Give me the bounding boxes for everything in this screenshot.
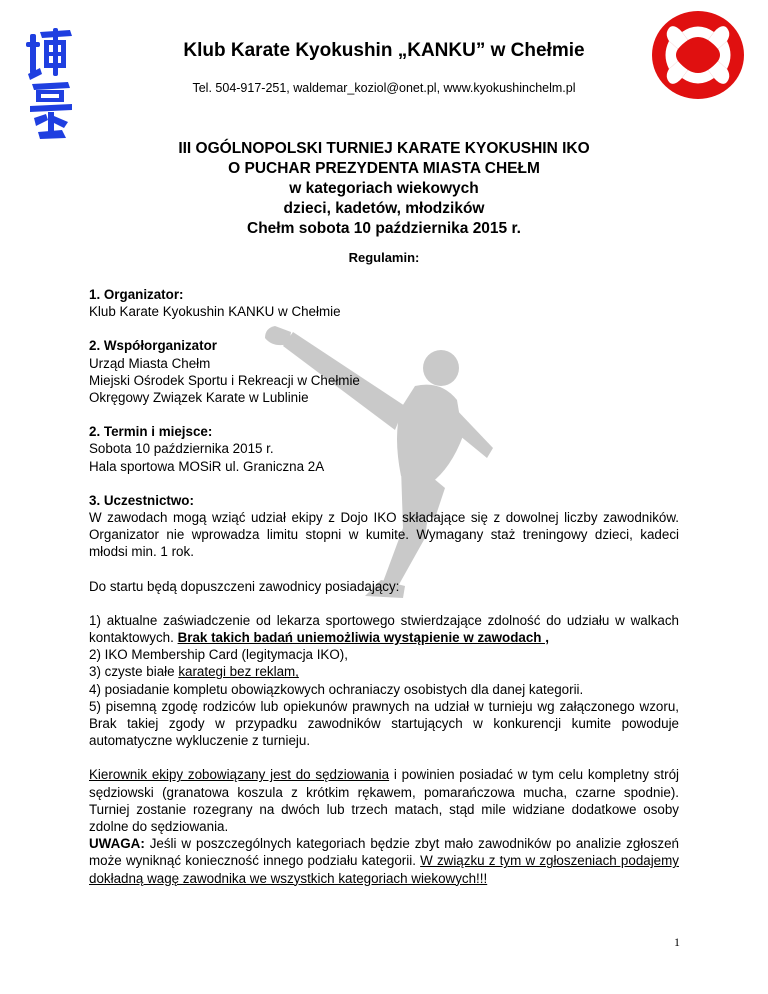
tournament-title [0,139,768,239]
item3-prefix: 3) czyste białe [89,664,175,680]
admission-intro-text: Do startu będą dopuszczeni zawodnicy posiadający: [89,578,400,594]
item3-underlined: karategi bez reklam, [178,664,299,680]
admission-item-5: 5) pisemną zgodę rodziców lub opiekunów prawnych na udział w turnieju wg załączonego wzoru, Brak takiej zgody w przypadku zawodników startujących w konkurencji kumite powoduje automatyczne wykluczenie z turnieju. [89,698,679,749]
title-line: dzieci, kadetów, młodzików [283,200,485,217]
section-heading: 2. Współorganizator [89,338,217,354]
section-coorganizer [89,337,679,406]
admission-item-1 [89,612,679,646]
section-organizer [89,286,679,320]
section-judging [89,766,679,886]
coorganizer-line: Miejski Ośrodek Sportu i Rekreacji w Chełmie [89,372,360,388]
admission-item-4: 4) posiadanie kompletu obowiązkowych ochraniaczy osobistych dla danej kategorii. [89,681,584,697]
item1-text: 1) aktualne zaświadczenie od lekarza sportowego stwierdzające zdolność do udziału w walkach kontaktowych. [89,612,679,646]
contact-line: Tel. 504-917-251, waldemar_koziol@onet.pl, www.kyokushinchelm.pl [192,81,576,95]
term-line: Sobota 10 października 2015 r. [89,441,274,457]
uwaga-label: UWAGA: [89,836,145,852]
participants-text: W zawodach mogą wziąć udział ekipy z Dojo IKO składające się z dowolnej liczby zawodników. Organizator nie wprowadza limitu stopni w kumite. Wymagany staż treningowy dzieci, kadeci młodsi min. 1 rok. [89,510,679,560]
weight-note: W związku z tym w zgłoszeniach podajemy dokładną wagę zawodnika we wszystkich kategoriach wiekowych!!! [89,853,679,886]
page-number: 1 [674,935,680,949]
title-line: w kategoriach wiekowych [289,180,479,197]
section-term [89,423,679,475]
section-admission-list [89,612,679,750]
judging-underlined: Kierownik ekipy zobowiązany jest do sędziowania [89,767,390,783]
title-line: Chełm sobota 10 października 2015 r. [247,220,521,237]
section-heading: 2. Termin i miejsce: [89,424,213,440]
admission-intro [89,578,679,595]
term-line: Hala sportowa MOSiR ul. Graniczna 2A [89,458,325,474]
section-heading: 1. Organizator: [89,287,184,302]
judging-text [89,766,679,835]
admission-item-3 [89,663,679,680]
title-line: O PUCHAR PREZYDENTA MIASTA CHEŁM [228,160,540,177]
organizer-line: Klub Karate Kyokushin KANKU w Chełmie [89,304,341,320]
uwaga-text: Jeśli w poszczególnych kategoriach będzie zbyt mało zawodników po analizie zgłoszeń może wyniknąć konieczność innego podziału kategorii. [89,836,679,869]
judging-rest: i powinien posiadać w tym celu kompletny strój sędziowski (granatowa koszula z krótkim rękawem, pomarańczowa mucha, czarne spodnie). Turniej zostanie rozegrany na dwóch lub trzech matach, stąd mile widziane dodatkowe osoby zdolne do sędziowania. [89,767,679,835]
item1-bold-note: Brak takich badań uniemożliwia wystąpienie w zawodach , [177,630,549,646]
regulamin-heading: Regulamin: [348,250,420,265]
title-line: III OGÓLNOPOLSKI TURNIEJ KARATE KYOKUSHIN IKO [178,140,590,157]
admission-item-2: 2) IKO Membership Card (legitymacja IKO), [89,647,348,663]
club-title: Klub Karate Kyokushin „KANKU” w Chełmie [183,40,585,61]
coorganizer-line: Urząd Miasta Chełm [89,355,211,371]
section-participants [89,492,679,561]
regulations-body [89,286,679,887]
section-heading: 3. Uczestnictwo: [89,492,194,508]
coorganizer-line: Okręgowy Związek Karate w Lublinie [89,390,309,406]
uwaga-note [89,835,679,887]
